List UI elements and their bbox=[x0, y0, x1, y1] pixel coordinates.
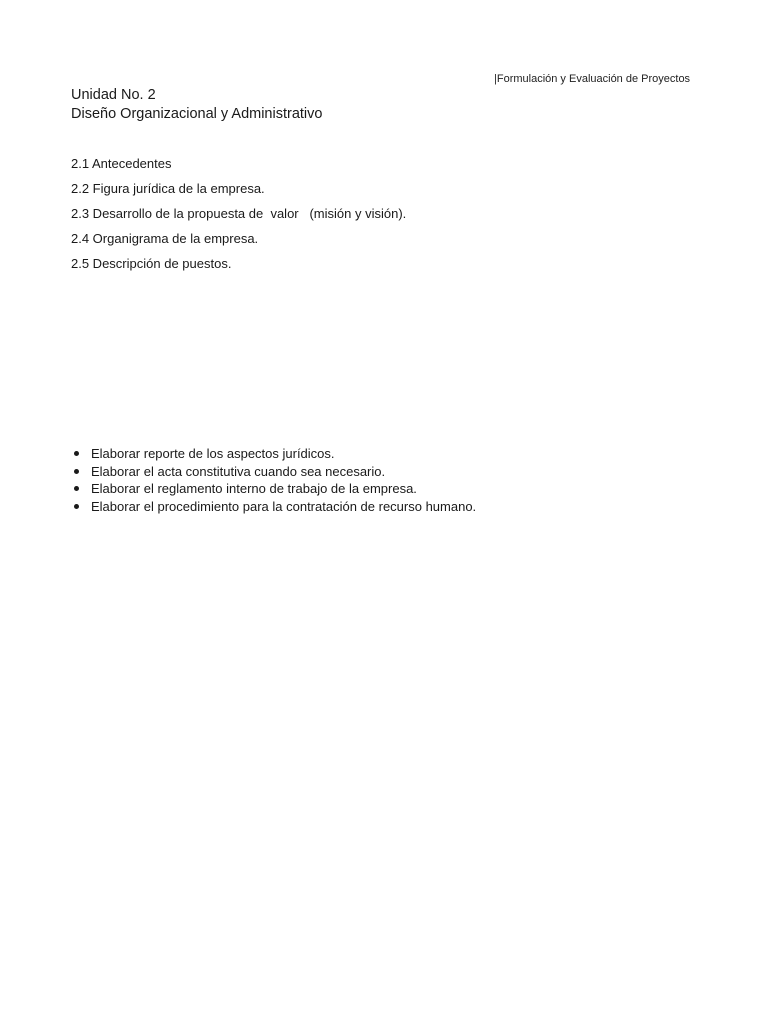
section-item: 2.2 Figura jurídica de la empresa. bbox=[71, 181, 265, 196]
section-item: 2.5 Descripción de puestos. bbox=[71, 256, 232, 271]
task-text: Elaborar el acta constitutiva cuando sea necesario. bbox=[91, 463, 386, 479]
task-item bbox=[72, 480, 476, 498]
unit-subtitle: Diseño Organizacional y Administrativo bbox=[71, 106, 323, 122]
bullet-icon bbox=[74, 469, 79, 474]
section-item: 2.3 Desarrollo de la propuesta de valor (misión y visión). bbox=[71, 206, 407, 221]
task-item bbox=[72, 498, 476, 516]
task-text: Elaborar reporte de los aspectos jurídicos. bbox=[91, 446, 335, 461]
running-header: |Formulación y Evaluación de Proyectos bbox=[494, 73, 691, 85]
task-item bbox=[72, 445, 476, 463]
bullet-icon bbox=[74, 451, 79, 456]
task-list bbox=[72, 445, 476, 515]
section-item: 2.4 Organigrama de la empresa. bbox=[71, 231, 259, 246]
section-item: 2.1 Antecedentes bbox=[71, 156, 172, 171]
unit-title: Unidad No. 2 bbox=[71, 87, 156, 103]
bullet-icon bbox=[74, 504, 79, 509]
section-list bbox=[71, 156, 406, 281]
task-text: Elaborar el procedimiento para la contratación de recurso humano. bbox=[91, 498, 477, 514]
bullet-icon bbox=[74, 486, 79, 491]
task-item bbox=[72, 463, 476, 481]
task-text: Elaborar el reglamento interno de trabajo de la empresa. bbox=[91, 481, 417, 496]
